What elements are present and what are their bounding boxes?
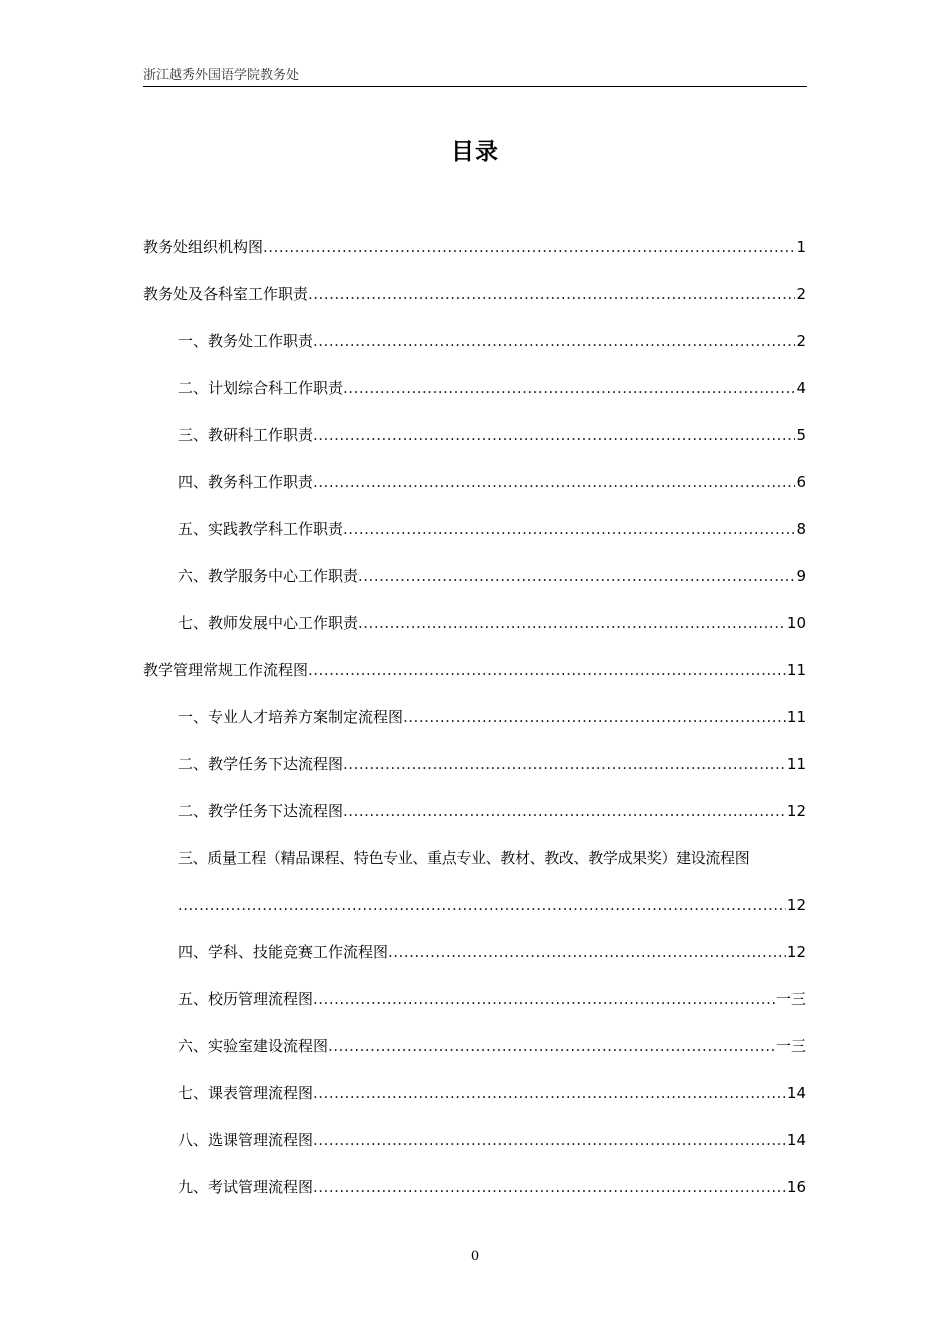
toc-entry-page: 10 bbox=[786, 614, 806, 632]
toc-entry[interactable] bbox=[143, 543, 806, 590]
toc-dot-leader bbox=[263, 237, 795, 261]
toc-entry-page: 12 bbox=[786, 896, 806, 914]
toc-entry-page: 一三 bbox=[775, 1037, 806, 1055]
toc-dot-leader bbox=[308, 660, 786, 684]
document-title: 目录 bbox=[451, 139, 499, 165]
table-of-contents bbox=[143, 214, 806, 1201]
toc-entry-page: 12 bbox=[786, 802, 806, 820]
toc-dot-leader bbox=[388, 942, 786, 966]
toc-entry-page: 4 bbox=[796, 379, 806, 397]
toc-dot-leader bbox=[328, 1036, 775, 1060]
toc-entry-label: 教务处及各科室工作职责 bbox=[143, 285, 309, 303]
page-number: 0 bbox=[470, 1249, 480, 1264]
page-header bbox=[143, 66, 807, 87]
toc-entry-label: 三、教研科工作职责 bbox=[178, 426, 314, 444]
toc-dot-leader bbox=[313, 1177, 786, 1201]
toc-entry[interactable] bbox=[143, 1060, 806, 1107]
toc-entry-label: 四、学科、技能竞赛工作流程图 bbox=[178, 943, 389, 961]
toc-dot-leader bbox=[313, 1130, 786, 1154]
toc-entry-label: 四、教务科工作职责 bbox=[178, 473, 314, 491]
toc-entry-label: 二、计划综合科工作职责 bbox=[178, 379, 344, 397]
toc-entry-label: 二、教学任务下达流程图 bbox=[178, 755, 344, 773]
toc-entry-label: 一、专业人才培养方案制定流程图 bbox=[178, 708, 404, 726]
toc-dot-leader bbox=[313, 425, 795, 449]
toc-dot-leader bbox=[313, 989, 775, 1013]
toc-entry-page: 11 bbox=[786, 755, 806, 773]
toc-entry-page: 1 bbox=[796, 238, 806, 256]
toc-dot-leader bbox=[343, 519, 795, 543]
toc-entry[interactable] bbox=[143, 684, 806, 731]
toc-entry[interactable] bbox=[143, 919, 806, 966]
toc-entry-label: 七、教师发展中心工作职责 bbox=[178, 614, 359, 632]
toc-entry-label: 一、教务处工作职责 bbox=[178, 332, 314, 350]
toc-dot-leader bbox=[358, 566, 795, 590]
toc-entry[interactable] bbox=[143, 966, 806, 1013]
toc-entry-wrapped[interactable] bbox=[143, 825, 806, 872]
toc-entry-page: 2 bbox=[796, 285, 806, 303]
toc-entry-page: 14 bbox=[786, 1131, 806, 1149]
toc-entry[interactable] bbox=[143, 449, 806, 496]
toc-entry-page: 2 bbox=[796, 332, 806, 350]
toc-entry[interactable] bbox=[143, 1107, 806, 1154]
toc-entry-page: 9 bbox=[796, 567, 806, 585]
toc-entry-label: 六、实验室建设流程图 bbox=[178, 1037, 329, 1055]
toc-dot-leader bbox=[313, 1083, 786, 1107]
toc-dot-leader bbox=[343, 754, 786, 778]
toc-entry-page: 8 bbox=[796, 520, 806, 538]
toc-entry-label: 三、质量工程（精品课程、特色专业、重点专业、教材、教改、教学成果奖）建设流程图 bbox=[178, 849, 750, 867]
toc-dot-leader bbox=[403, 707, 786, 731]
toc-entry[interactable] bbox=[143, 778, 806, 825]
toc-entry[interactable] bbox=[143, 214, 806, 261]
toc-entry-continuation[interactable] bbox=[143, 872, 806, 919]
toc-entry-label: 九、考试管理流程图 bbox=[178, 1178, 314, 1196]
toc-dot-leader bbox=[358, 613, 786, 637]
toc-entry[interactable] bbox=[143, 1154, 806, 1201]
toc-entry-page: 14 bbox=[786, 1084, 806, 1102]
toc-entry[interactable] bbox=[143, 402, 806, 449]
toc-entry-label: 七、课表管理流程图 bbox=[178, 1084, 314, 1102]
toc-entry-page: 16 bbox=[786, 1178, 806, 1196]
toc-dot-leader bbox=[313, 331, 795, 355]
toc-entry-page: 11 bbox=[786, 708, 806, 726]
toc-entry-page: 11 bbox=[786, 661, 806, 679]
toc-dot-leader bbox=[178, 895, 786, 919]
toc-entry-label: 二、教学任务下达流程图 bbox=[178, 802, 344, 820]
header-institution-name: 浙江越秀外国语学院教务处 bbox=[143, 68, 300, 83]
toc-entry-label: 教务处组织机构图 bbox=[143, 238, 264, 256]
toc-entry-page: 6 bbox=[796, 473, 806, 491]
toc-entry-label: 五、校历管理流程图 bbox=[178, 990, 314, 1008]
toc-entry-page: 5 bbox=[796, 426, 806, 444]
toc-entry-label: 教学管理常规工作流程图 bbox=[143, 661, 309, 679]
toc-dot-leader bbox=[343, 378, 795, 402]
toc-entry-page: 一三 bbox=[775, 990, 806, 1008]
toc-entry-page: 12 bbox=[786, 943, 806, 961]
toc-dot-leader bbox=[313, 472, 795, 496]
toc-entry[interactable] bbox=[143, 731, 806, 778]
toc-entry[interactable] bbox=[143, 590, 806, 637]
toc-dot-leader bbox=[308, 284, 795, 308]
toc-entry[interactable] bbox=[143, 355, 806, 402]
toc-entry-label: 五、实践教学科工作职责 bbox=[178, 520, 344, 538]
toc-entry[interactable] bbox=[143, 1013, 806, 1060]
toc-entry-label: 六、教学服务中心工作职责 bbox=[178, 567, 359, 585]
toc-entry[interactable] bbox=[143, 261, 806, 308]
toc-entry-label: 八、选课管理流程图 bbox=[178, 1131, 314, 1149]
toc-entry[interactable] bbox=[143, 496, 806, 543]
toc-dot-leader bbox=[343, 801, 786, 825]
toc-entry[interactable] bbox=[143, 308, 806, 355]
toc-entry[interactable] bbox=[143, 637, 806, 684]
